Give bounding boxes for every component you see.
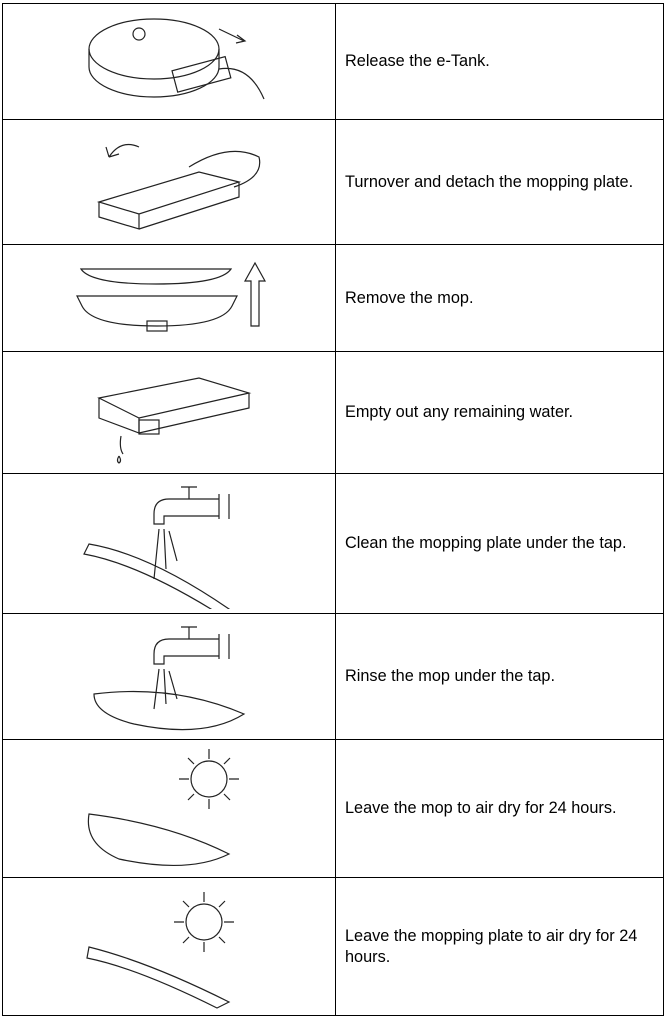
mop-air-dry-illustration — [69, 744, 269, 874]
robot-release-tank-illustration — [69, 9, 269, 114]
step-text: Leave the mopping plate to air dry for 24 hours. — [336, 878, 664, 1016]
cleaning-steps-table — [2, 3, 664, 1016]
table-row — [3, 352, 664, 474]
step-text: Release the e-Tank. — [336, 4, 664, 120]
table-row — [3, 614, 664, 740]
table-row — [3, 4, 664, 120]
remove-mop-illustration — [69, 251, 269, 346]
step-text: Empty out any remaining water. — [336, 352, 664, 474]
step-text: Remove the mop. — [336, 245, 664, 352]
plate-air-dry-illustration — [69, 882, 269, 1012]
table-row — [3, 740, 664, 878]
table-row — [3, 245, 664, 352]
sun-icon — [174, 892, 234, 952]
step-image-cell — [3, 4, 336, 120]
step-text: Rinse the mop under the tap. — [336, 614, 664, 740]
table-row — [3, 120, 664, 245]
step-text: Clean the mopping plate under the tap. — [336, 474, 664, 614]
table-row — [3, 474, 664, 614]
step-text: Leave the mop to air dry for 24 hours. — [336, 740, 664, 878]
turnover-plate-illustration — [69, 127, 269, 237]
empty-water-illustration — [69, 358, 269, 468]
rinse-mop-tap-illustration — [69, 619, 269, 734]
sun-icon — [179, 749, 239, 809]
clean-plate-tap-illustration — [69, 479, 269, 609]
table-row — [3, 878, 664, 1016]
step-text: Turnover and detach the mopping plate. — [336, 120, 664, 245]
